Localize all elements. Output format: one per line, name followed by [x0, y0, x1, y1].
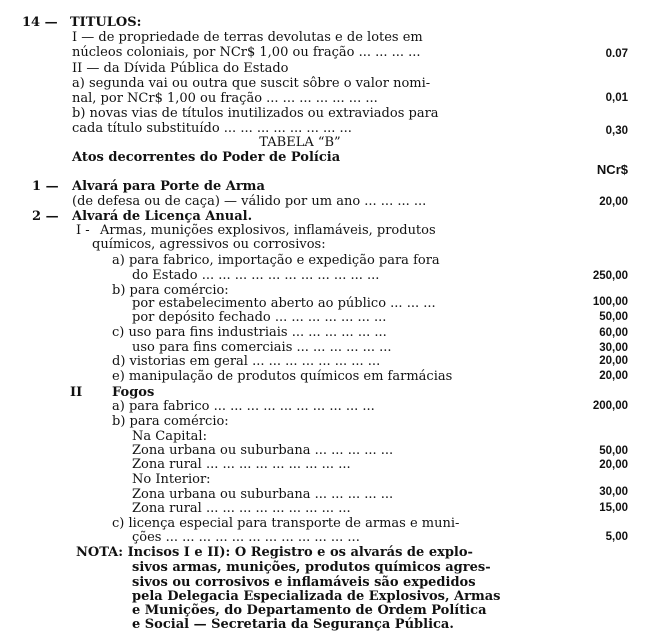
item-2-title: Alvará de Licença Anual.	[72, 209, 253, 224]
note-line: e Munições, do Departamento de Ordem Política	[132, 603, 487, 618]
item-14-line: I — de propriedade de terras devolutas e de lotes em	[72, 30, 423, 45]
item-14-line: a) segunda vai ou outra que suscit sôbre o valor nomi-	[72, 76, 431, 91]
fee-value: 20,00	[599, 459, 628, 471]
note-line: sivos armas, munições, produtos químicos agres-	[132, 560, 491, 575]
fee-value: 100,00	[592, 296, 628, 308]
note-line: NOTA: Incisos I e II): O Registro e os alvarás de explo-	[76, 545, 473, 560]
item-d-line: d) vistorias em geral ... ... ... ... ... ... ... ...	[112, 354, 381, 369]
item-14-line: cada título substituído ... ... ... ... ... ... ... ...	[72, 121, 352, 136]
fogos-b-line: b) para comércio:	[112, 414, 229, 429]
fogos-a-line: a) para fabrico ... ... ... ... ... ... ... ... ... ...	[112, 399, 375, 414]
item-1-number: 1 —	[32, 179, 59, 194]
item-2-number: 2 —	[32, 209, 59, 224]
interior-heading: No Interior:	[132, 472, 211, 487]
item-b-line: por estabelecimento aberto ao público ... ... ...	[132, 296, 436, 311]
fee-value: 30,00	[599, 342, 628, 354]
item-1-line: (de defesa ou de caça) — válido por um ano ... ... ... ...	[72, 194, 427, 209]
fee-value: 60,00	[599, 327, 628, 339]
item-1-title: Alvará para Porte de Arma	[72, 179, 265, 194]
item-c-line: uso para fins comerciais ... ... ... ... ... ...	[132, 340, 392, 355]
zone-line: Zona urbana ou suburbana ... ... ... ... ...	[132, 487, 394, 502]
item-a-line: a) para fabrico, importação e expedição para fora	[112, 253, 440, 268]
fee-value: 200,00	[592, 400, 628, 412]
item-b-line: por depósito fechado ... ... ... ... ... ... ...	[132, 310, 387, 325]
zone-line: Zona rural ... ... ... ... ... ... ... ... ...	[132, 457, 351, 472]
section-ii-title: Fogos	[112, 385, 155, 400]
fee-value: 0,30	[605, 125, 628, 137]
fogos-c-line: c) licença especial para transporte de armas e muni-	[112, 516, 460, 531]
capital-heading: Na Capital:	[132, 429, 207, 444]
item-a-line: do Estado ... ... ... ... ... ... ... ... ... ... ...	[132, 268, 380, 283]
item-14-line: b) novas vias de títulos inutilizados ou extraviados para	[72, 106, 439, 121]
item-14-line: II — da Dívida Pública do Estado	[72, 61, 289, 76]
section-i-line: químicos, agressivos ou corrosivos:	[92, 237, 326, 252]
item-c-line: c) uso para fins industriais ... ... ... ... ... ...	[112, 325, 387, 340]
item-14-line: núcleos coloniais, por NCr$ 1,00 ou fração ... ... ... ...	[72, 45, 421, 60]
fee-value: 20,00	[599, 196, 628, 208]
fee-value: 0.07	[605, 48, 628, 60]
fogos-c-line: ções ... ... ... ... ... ... ... ... ... ... ... ...	[132, 530, 360, 545]
table-title: TABELA “B”	[259, 135, 341, 150]
item-14-title: TITULOS:	[70, 15, 142, 30]
note-line: pela Delegacia Especializada de Explosivos, Armas	[132, 589, 501, 604]
fee-value: 50,00	[599, 445, 628, 457]
fee-value: 0,01	[605, 92, 628, 104]
fee-value: 50,00	[599, 311, 628, 323]
fee-value: 15,00	[599, 502, 628, 514]
note-line: sivos ou corrosivos e inflamáveis são expedidos	[132, 575, 476, 590]
table-subtitle: Atos decorrentes do Poder de Polícia	[72, 150, 341, 165]
item-14-number: 14 —	[22, 15, 58, 30]
zone-line: Zona urbana ou suburbana ... ... ... ... ...	[132, 443, 394, 458]
fee-value: 250,00	[592, 270, 628, 282]
currency-label: NCr$	[596, 162, 628, 177]
fee-value: 5,00	[605, 531, 628, 543]
section-ii-number: II	[70, 385, 83, 400]
note-line: e Social — Secretaria da Segurança Pública.	[132, 617, 454, 632]
item-e-line: e) manipulação de produtos químicos em farmácias	[112, 369, 453, 384]
fee-value: 20,00	[599, 370, 628, 382]
fee-value: 20,00	[599, 355, 628, 367]
zone-line: Zona rural ... ... ... ... ... ... ... ... ...	[132, 501, 351, 516]
section-i-line: Armas, munições explosivos, inflamáveis, produtos	[100, 223, 436, 238]
item-14-line: nal, por NCr$ 1,00 ou fração ... ... ... ... ... ... ...	[72, 91, 378, 106]
fee-value: 30,00	[599, 486, 628, 498]
item-b-line: b) para comércio:	[112, 283, 229, 298]
section-i-number: I -	[76, 223, 90, 238]
